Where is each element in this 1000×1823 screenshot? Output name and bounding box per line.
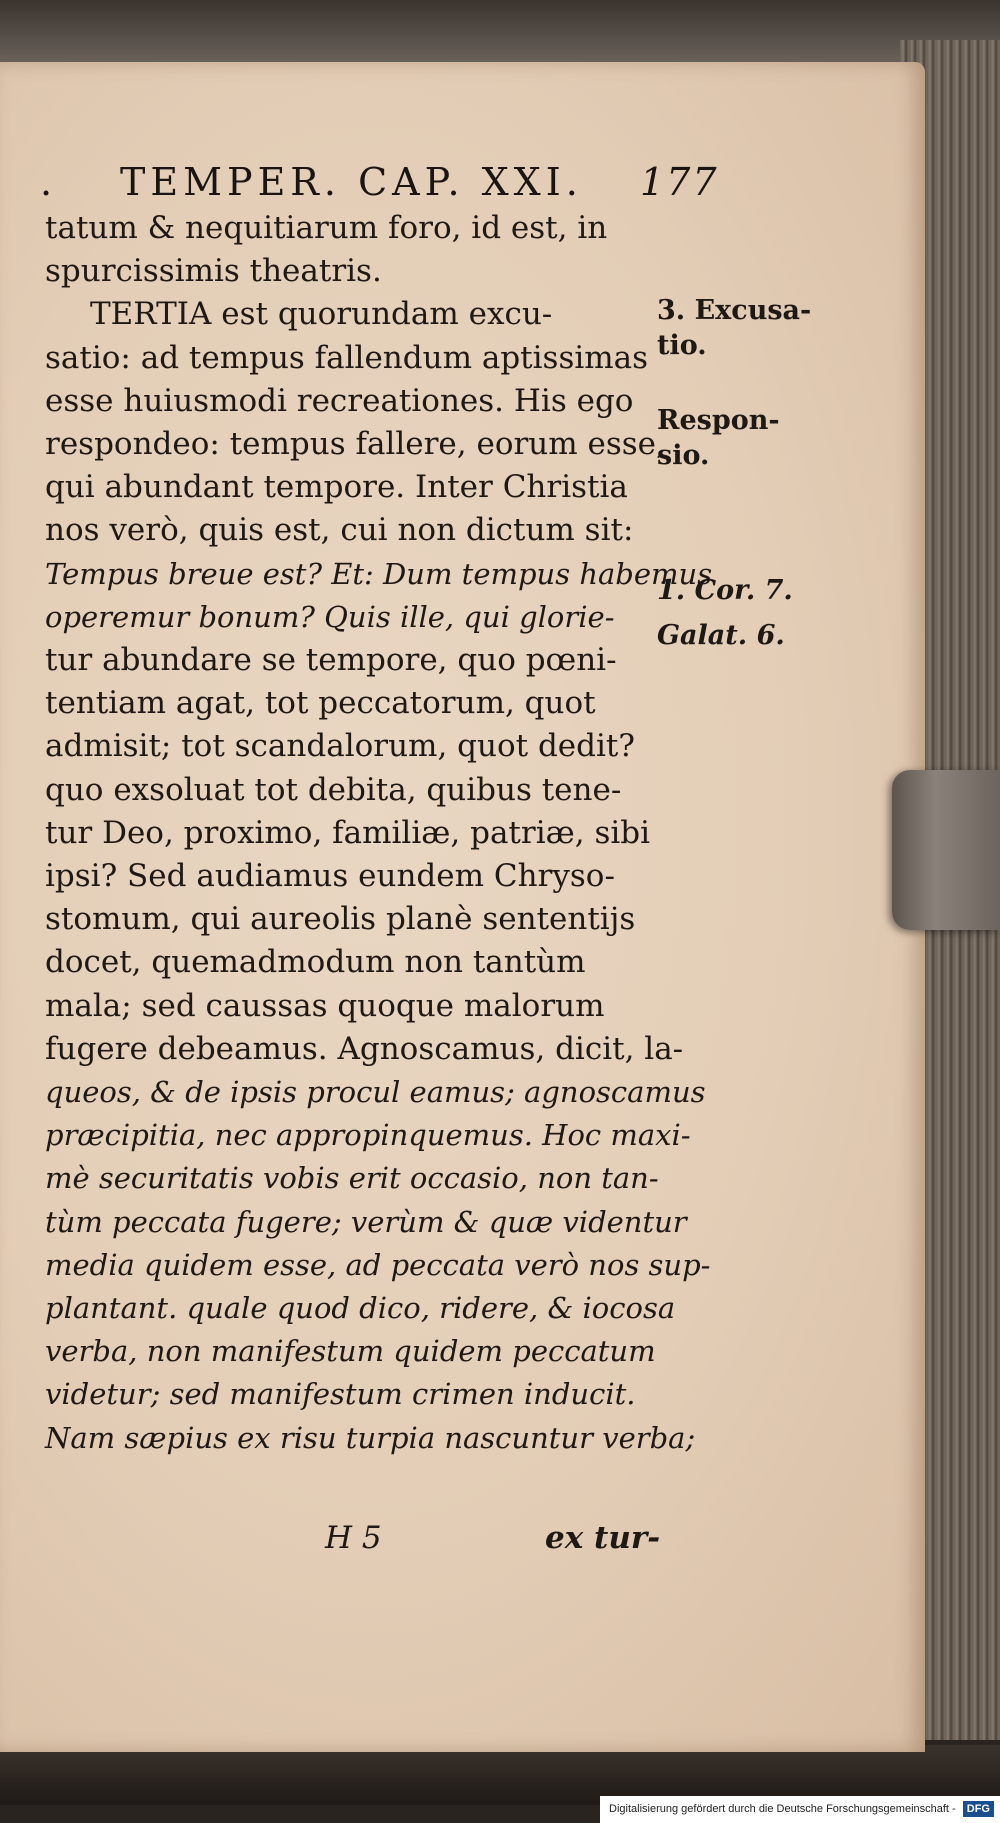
text-line: tur Deo, proximo, familiæ, patriæ, sibi — [45, 814, 651, 851]
text-line: tur abundare se tempore, quo pœni- — [45, 642, 617, 678]
text-line: fugere debeamus. Agnoscamus, dicit, la- — [45, 1030, 684, 1067]
text-line: admisit; tot scandalorum, quot dedit? — [45, 728, 635, 765]
text-line: præcipitia, nec appropinquemus. Hoc maxi- — [45, 1118, 691, 1153]
book-clip — [892, 770, 1000, 930]
signature-line — [325, 1520, 685, 1570]
text-line: queos, & de ipsis procul eamus; agnoscamus — [45, 1075, 706, 1109]
margin-note: tio. — [657, 330, 707, 361]
text-line: plantant. quale quod dico, ridere, & iocosa — [45, 1291, 676, 1325]
dfg-logo: DFG — [963, 1801, 994, 1817]
text-line: videtur; sed manifestum crimen inducit. — [45, 1377, 636, 1412]
header-dot: . — [40, 160, 55, 204]
footer-credit: Digitalisierung gefördert durch die Deutsche Forschungsgemeinschaft - — [609, 1803, 956, 1815]
text-line: respondeo: tempus fallere, eorum esse, — [45, 426, 666, 462]
text-line: mè securitatis vobis erit occasio, non tan- — [45, 1161, 659, 1196]
text-line: spurcissimis theatris. — [45, 253, 382, 290]
text-line: tentiam agat, tot peccatorum, quot — [45, 685, 596, 722]
text-line: verba, non manifestum quidem peccatum — [45, 1334, 656, 1369]
text-line: satio: ad tempus fallendum aptissimas — [45, 339, 649, 376]
text-line: Tempus breue est? Et: Dum tempus habemus — [45, 556, 713, 591]
scan-top-edge — [0, 0, 1000, 70]
text-line: esse huiusmodi recreationes. His ego — [45, 382, 634, 419]
text-line: TERTIA est quorundam excu- — [90, 296, 553, 333]
text-line: qui abundant tempore. Inter Christia — [45, 469, 628, 506]
text-line: nos verò, quis est, cui non dictum sit: — [45, 512, 634, 549]
page-number: 177 — [640, 160, 719, 204]
margin-note: 1. Cor. 7. — [657, 575, 793, 606]
margin-note: Galat. 6. — [657, 620, 785, 651]
signature-mark: H 5 — [325, 1520, 382, 1556]
text-line: tatum & nequitiarum foro, id est, in — [45, 210, 608, 246]
text-line: docet, quemadmodum non tantùm — [45, 944, 586, 981]
text-line: mala; sed caussas quoque malorum — [45, 987, 605, 1024]
catchword: ex tur- — [545, 1520, 661, 1556]
text-line: ipsi? Sed audiamus eundem Chryso- — [45, 858, 615, 894]
margin-note: 3. Excusa- — [657, 295, 812, 326]
text-line: tùm peccata fugere; verùm & quæ videntur — [45, 1204, 687, 1239]
text-line: Nam sæpius ex risu turpia nascuntur verba; — [45, 1420, 696, 1455]
running-title: TEMPER. CAP. XXI. — [120, 160, 583, 204]
margin-note: sio. — [657, 440, 710, 471]
text-line: media quidem esse, ad peccata verò nos sup- — [45, 1247, 711, 1282]
digitization-footer — [600, 1796, 1000, 1823]
margin-note: Respon- — [657, 405, 780, 436]
text-line: quo exsoluat tot debita, quibus tene- — [45, 771, 622, 808]
text-line: operemur bonum? Quis ille, qui glorie- — [45, 599, 615, 634]
text-line: stomum, qui aureolis planè sententijs — [45, 901, 636, 938]
